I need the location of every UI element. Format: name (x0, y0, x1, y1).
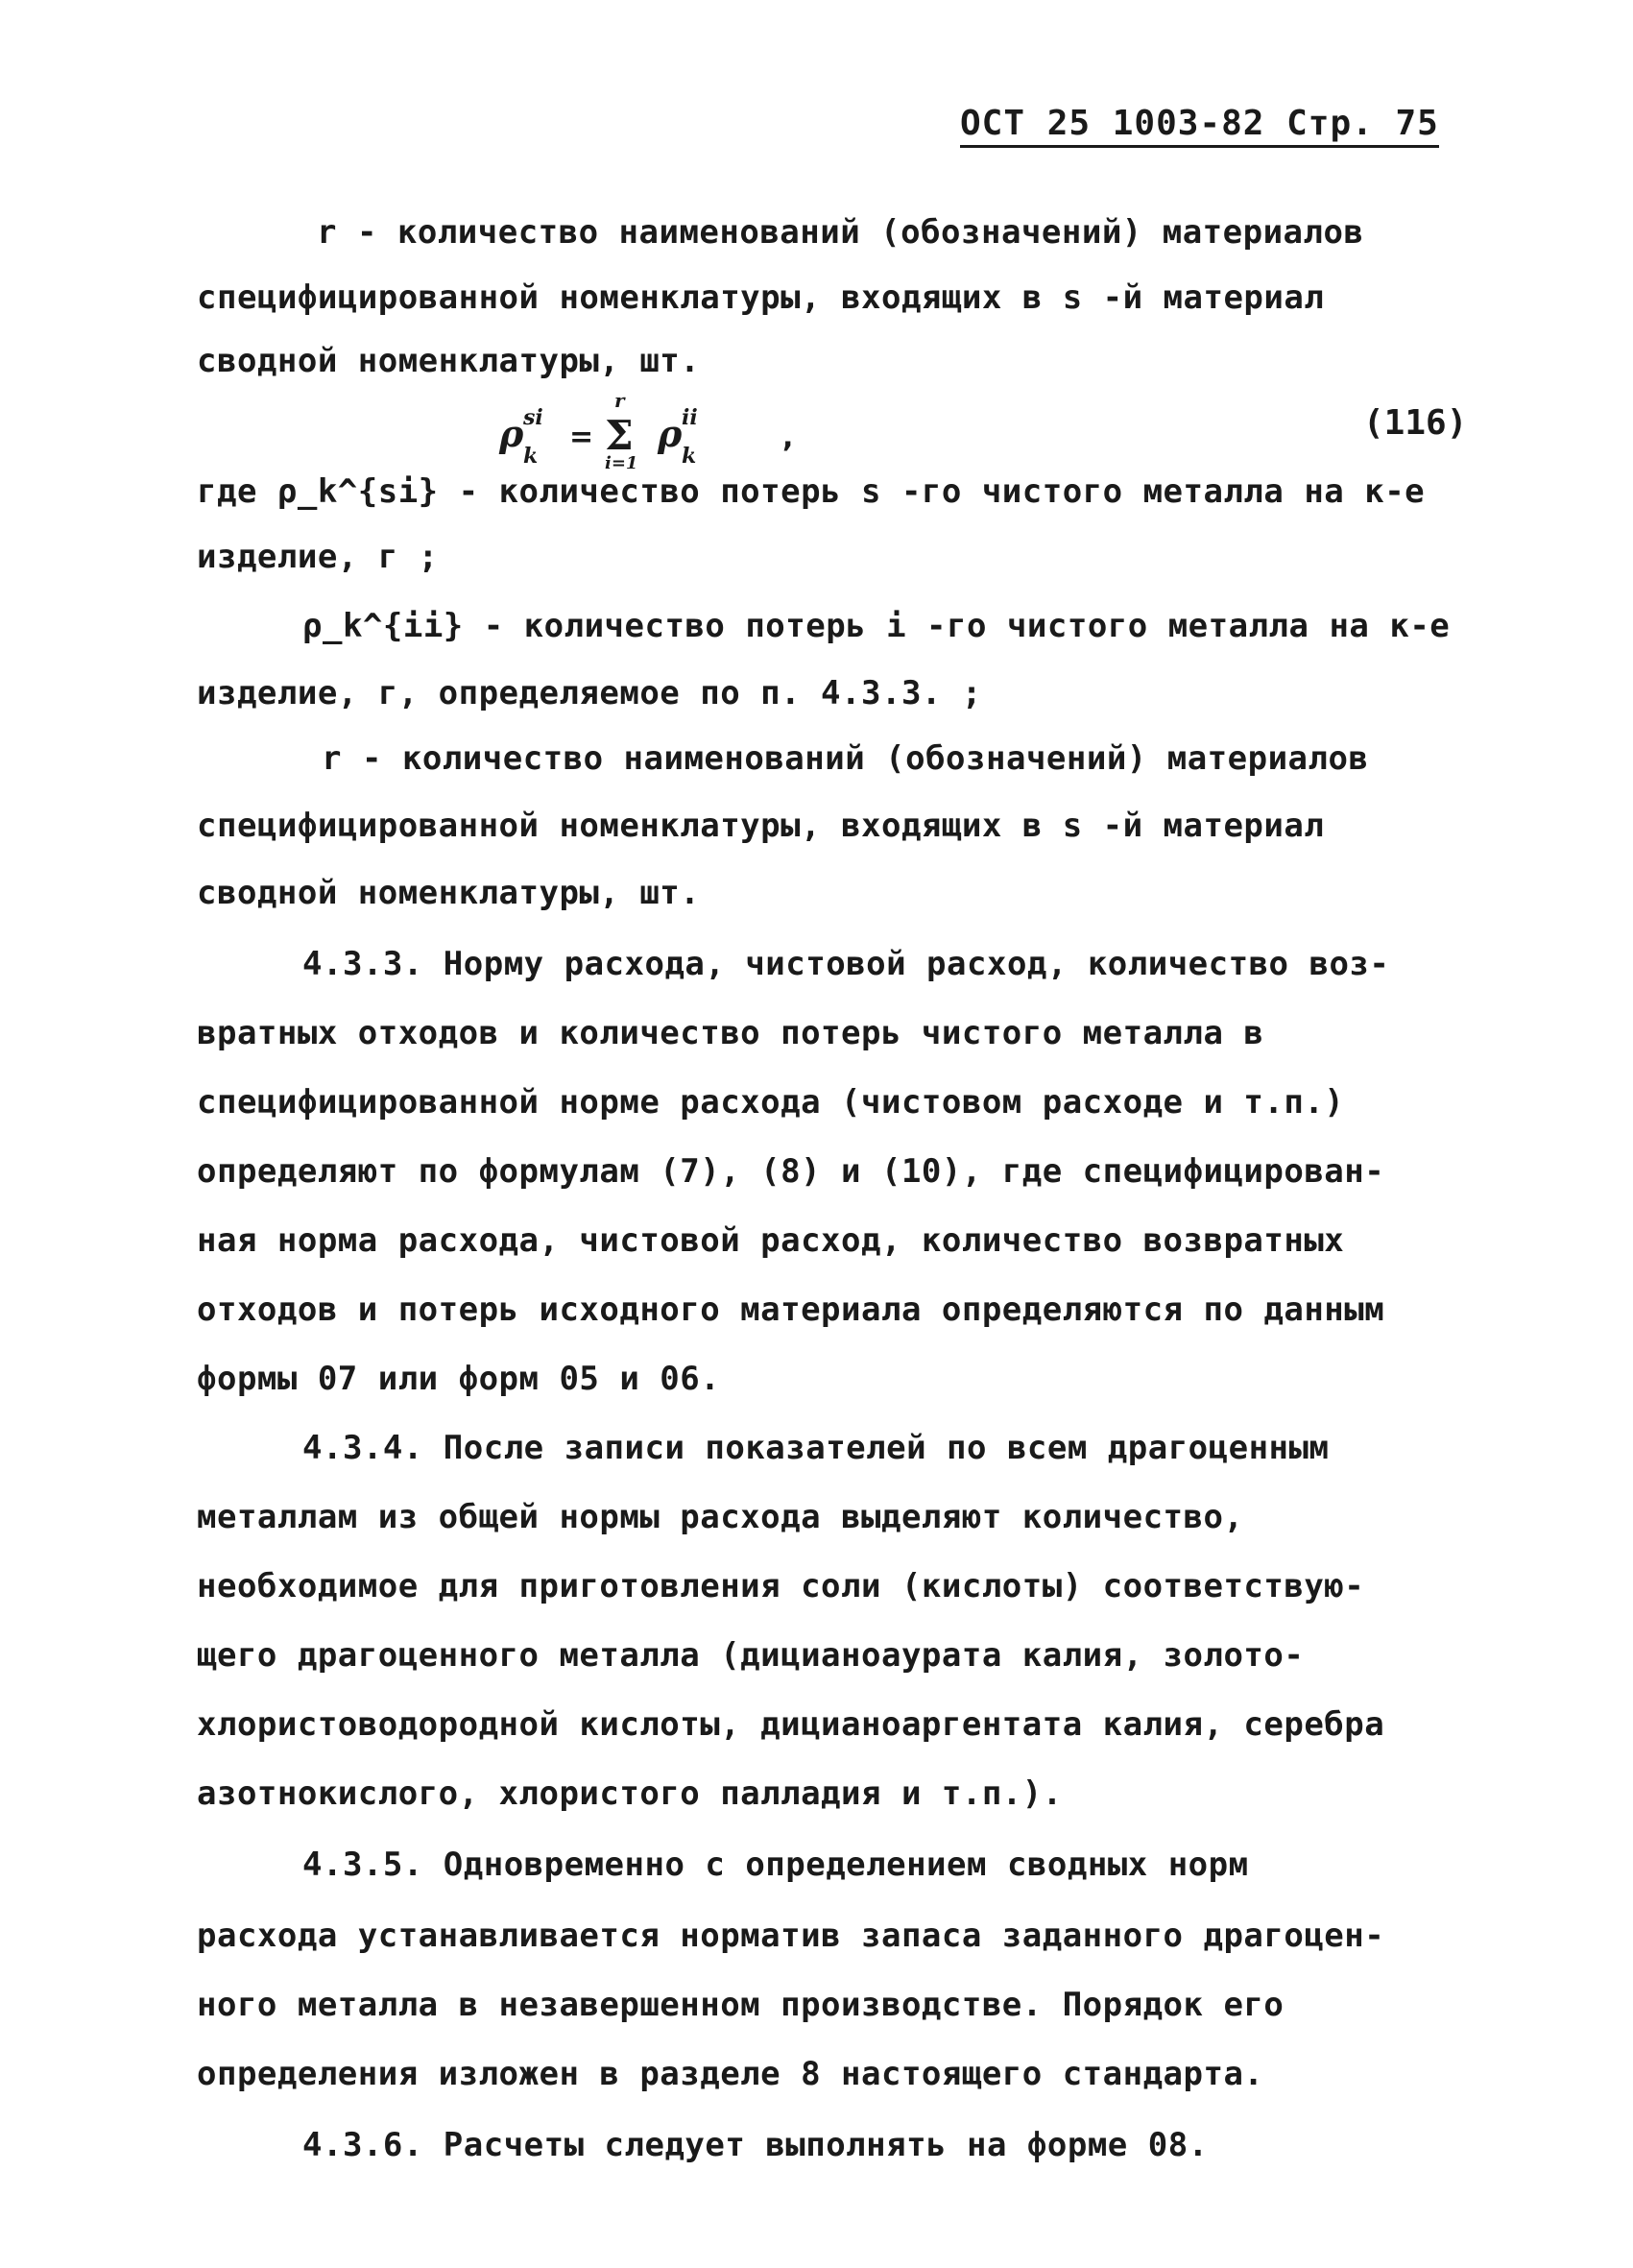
text-line: изделие, г ; (197, 538, 439, 576)
text-line: сводной номенклатуры, шт. (197, 342, 701, 380)
section-4-3-3-line: 4.3.3. Норму расхода, чистовой расход, количество воз- (302, 945, 1390, 983)
formula-sum-top: r (614, 394, 625, 412)
text-line: специфицированной номенклатуры, входящих в s -й материал (197, 807, 1325, 845)
formula-equals: = (569, 421, 594, 454)
formula-lhs-sup: si (523, 405, 543, 430)
text-line: вратных отходов и количество потерь чистого металла в (197, 1014, 1264, 1052)
text-line: щего драгоценного металла (дицианоаурата калия, золото- (197, 1636, 1305, 1675)
text-line: отходов и потерь исходного материала определяются по данным (197, 1291, 1385, 1329)
section-4-3-6-line: 4.3.6. Расчеты следует выполнять на форме 08. (302, 2126, 1209, 2164)
text-line: расхода устанавливается норматив запаса заданного драгоцен- (197, 1917, 1385, 1955)
section-4-3-4-line: 4.3.4. После записи показателей по всем драгоценным (302, 1429, 1330, 1467)
text-line: азотнокислого, хлористого палладия и т.п.). (197, 1774, 1063, 1813)
text-line: где ρ_k^{si} - количество потерь s -го чистого металла на к-е (197, 472, 1426, 511)
equation-number: (116) (1363, 403, 1468, 443)
section-4-3-5-line: 4.3.5. Одновременно с определением сводных норм (302, 1846, 1249, 1884)
formula-rhs-sub: k (682, 444, 697, 469)
text-line: сводной номенклатуры, шт. (197, 874, 701, 912)
text-line: изделие, г, определяемое по п. 4.3.3. ; (197, 674, 982, 712)
formula-lhs-sub: k (523, 444, 539, 469)
text-line: хлористоводородной кислоты, дицианоаргентата калия, серебра (197, 1705, 1385, 1744)
text-line: ного металла в незавершенном производстве. Порядок его (197, 1986, 1285, 2024)
text-line: специфицированной норме расхода (чистовом расходе и т.п.) (197, 1083, 1345, 1122)
text-line: r - количество наименований (обозначений) материалов (322, 739, 1369, 778)
formula-rhs: ρ (658, 412, 683, 455)
page-header: ОСТ 25 1003-82 Стр. 75 (960, 104, 1439, 148)
text-line: r - количество наименований (обозначений) материалов (317, 213, 1364, 252)
text-line: металлам из общей нормы расхода выделяют количество, (197, 1498, 1244, 1536)
formula-116 (494, 394, 878, 470)
text-line: определения изложен в разделе 8 настоящего стандарта. (197, 2055, 1264, 2093)
text-line: ная норма расхода, чистовой расход, количество возвратных (197, 1221, 1345, 1260)
text-line: специфицированной номенклатуры, входящих в s -й материал (197, 278, 1325, 317)
formula-sum-symbol: Σ (605, 412, 634, 459)
text-line: ρ_k^{ii} - количество потерь i -го чистого металла на к-е (302, 607, 1451, 645)
formula-rhs-sup: ii (682, 405, 698, 430)
formula-lhs: ρ (499, 412, 524, 455)
formula-comma: , (782, 421, 794, 454)
text-line: формы 07 или форм 05 и 06. (197, 1360, 721, 1398)
text-line: необходимое для приготовления соли (кислоты) соответствую- (197, 1567, 1365, 1605)
formula-sum-bottom: i=1 (605, 453, 638, 470)
text-line: определяют по формулам (7), (8) и (10), где специфицирован- (197, 1152, 1385, 1191)
